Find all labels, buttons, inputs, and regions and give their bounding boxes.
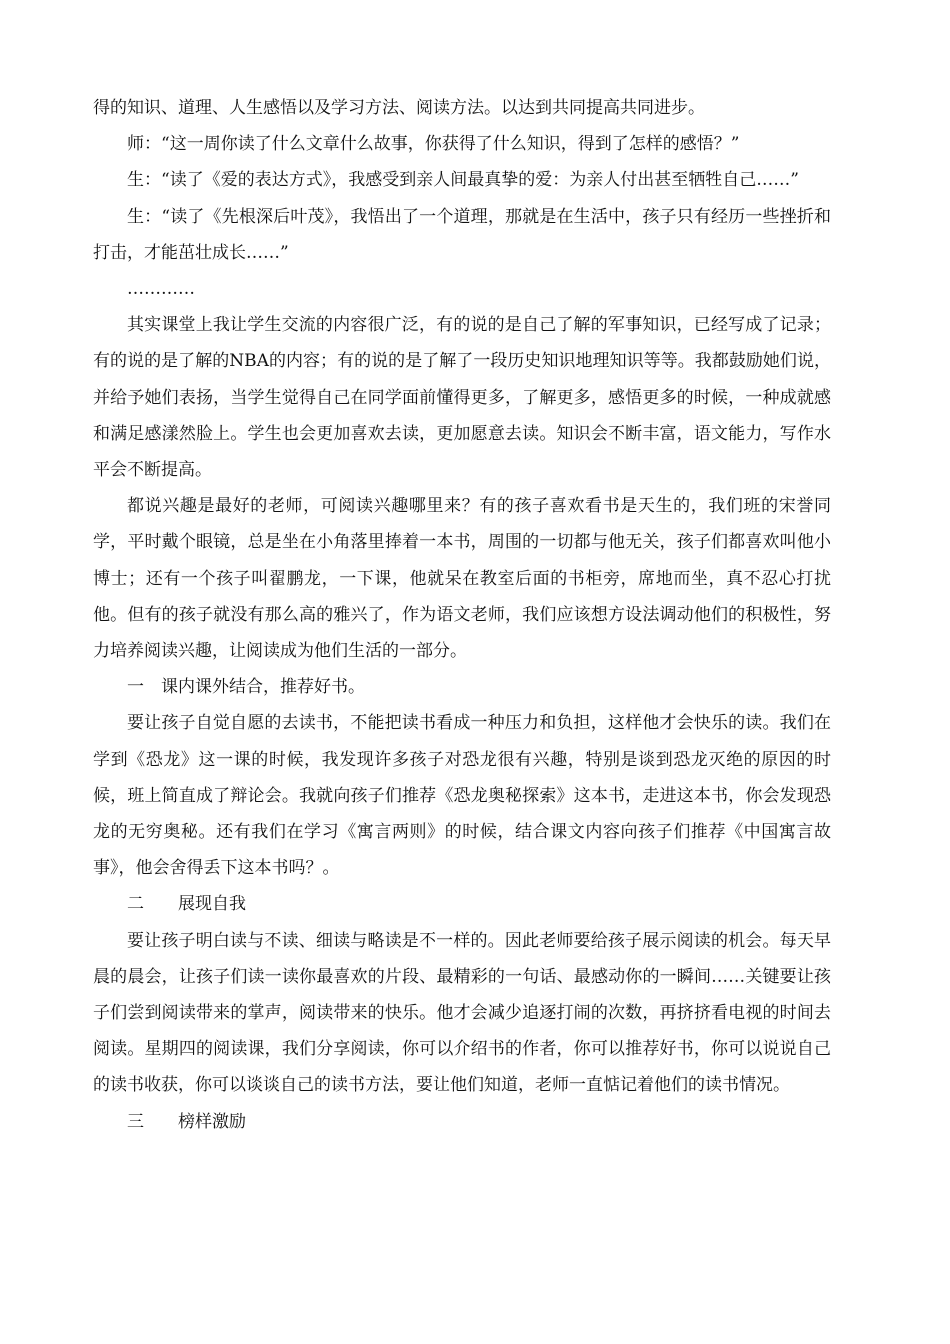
paragraph-reading-interest: 都说兴趣是最好的老师，可阅读兴趣哪里来？有的孩子喜欢看书是天生的，我们班的宋誉同学，平时戴个眼镜，总是坐在小角落里捧着一本书，周围的一切都与他无关，孩子们都喜欢叫他小博士；还有一个孩子叫翟鹏龙，一下课，他就呆在教室后面的书柜旁，席地而坐，真不忍心打扰他。但有的孩子就没有那么高的雅兴了，作为语文老师，我们应该想方设法调动他们的积极性，努力培养阅读兴趣，让阅读成为他们生活的一部分。 bbox=[93, 496, 831, 662]
dialogue-teacher: 师：“这一周你读了什么文章什么故事，你获得了什么知识，得到了怎样的感悟？” bbox=[127, 134, 740, 155]
document-body bbox=[93, 90, 831, 1140]
paragraph-continued: 得的知识、道理、人生感悟以及学习方法、阅读方法。以达到共同提高共同进步。 bbox=[93, 98, 705, 118]
paragraph-recommend-books: 要让孩子自觉自愿的去读书，不能把读书看成一种压力和负担，这样他才会快乐的读。我们在学到《恐龙》这一课的时候，我发现许多孩子对恐龙很有兴趣，特别是谈到恐龙灭绝的原因的时候，班上简直成了辩论会。我就向孩子们推荐《恐龙奥秘探索》这本书，走进这本书，你会发现恐龙的无穷奥秘。还有我们在学习《寓言两则》的时候，结合课文内容向孩子们推荐《中国寓言故事》，他会舍得丢下这本书吗？。 bbox=[93, 713, 831, 879]
paragraph-classroom-exchange: 其实课堂上我让学生交流的内容很广泛，有的说的是自己了解的军事知识，已经写成了记录；有的说的是了解的NBA的内容；有的说的是了解了一段历史知识地理知识等等。我都鼓励她们说，并给予她们表扬，当学生觉得自己在同学面前懂得更多，了解更多，感悟更多的时候，一种成就感和满足感漾然脸上。学生也会更加喜欢去读，更加愿意去读。知识会不断丰富，语文能力，写作水平会不断提高。 bbox=[93, 315, 831, 481]
dialogue-student-1: 生：“读了《爱的表达方式》，我感受到亲人间最真挚的爱：为亲人付出甚至牺牲自己……” bbox=[127, 170, 799, 191]
section-heading-1: 一 课内课外结合，推荐好书。 bbox=[127, 677, 365, 698]
section-heading-3: 三 榜样激励 bbox=[127, 1111, 246, 1132]
dialogue-student-2: 生：“读了《先根深后叶茂》，我悟出了一个道理，那就是在生活中，孩子只有经历一些挫折和打击，才能茁壮成长……” bbox=[93, 206, 831, 263]
ellipsis-line: ………… bbox=[127, 279, 195, 300]
section-heading-2: 二 展现自我 bbox=[127, 894, 246, 915]
paragraph-show-yourself: 要让孩子明白读与不读、细读与略读是不一样的。因此老师要给孩子展示阅读的机会。每天早晨的晨会，让孩子们读一读你最喜欢的片段、最精彩的一句话、最感动你的一瞬间……关键要让孩子们尝到阅读带来的掌声，阅读带来的快乐。他才会减少追逐打闹的次数，再挤挤看电视的时间去阅读。星期四的阅读课，我们分享阅读，你可以介绍书的作者，你可以推荐好书，你可以说说自己的读书收获，你可以谈谈自己的读书方法，要让他们知道，老师一直惦记着他们的读书情况。 bbox=[93, 930, 831, 1096]
